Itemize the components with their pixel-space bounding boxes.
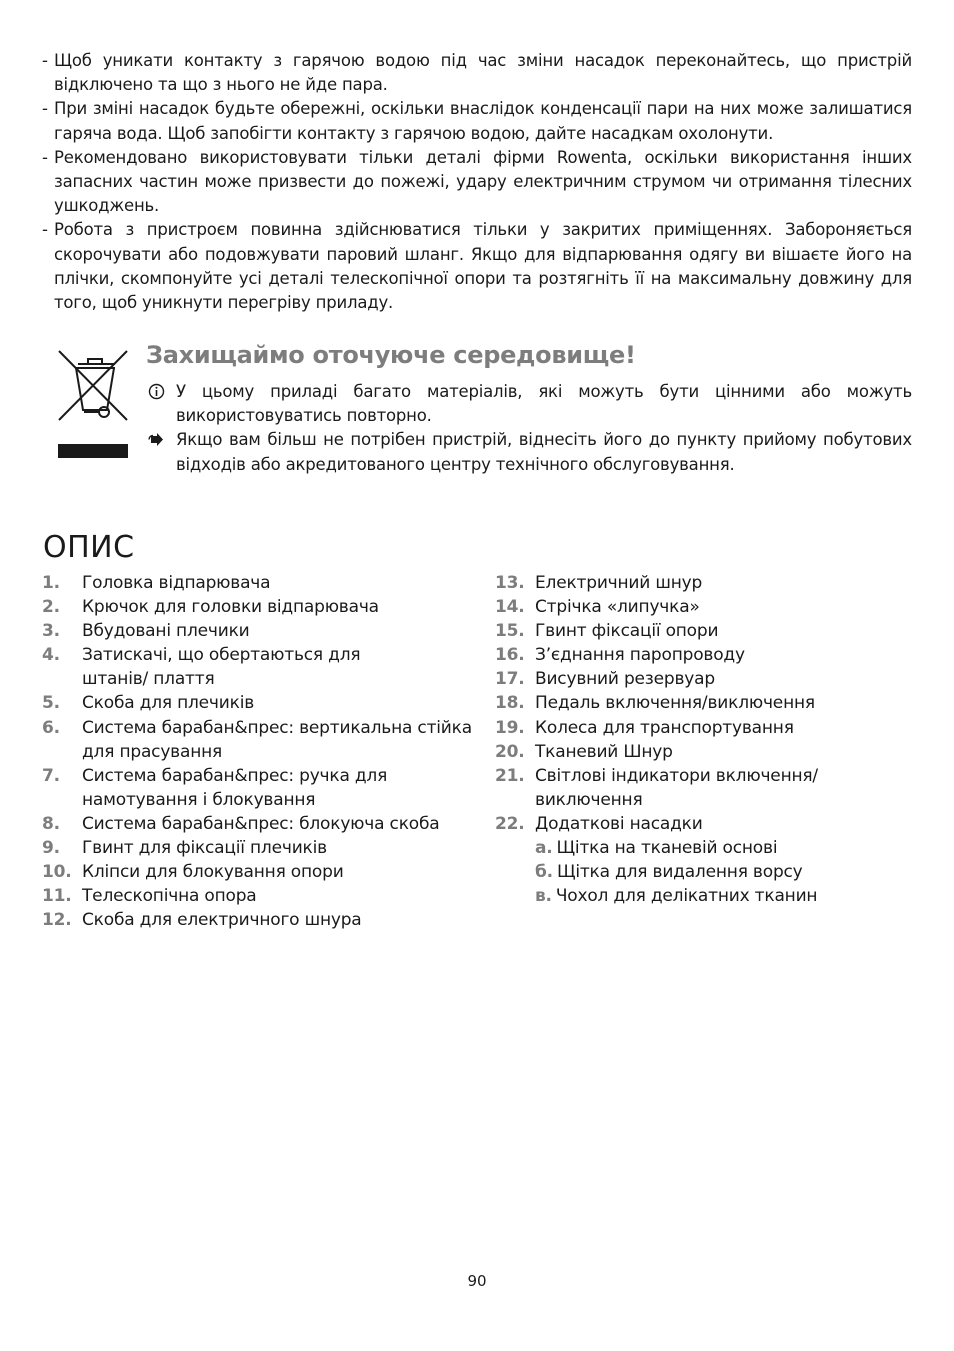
item-text: Світлові індикатори включення/ виключення [535,765,818,810]
item-text: Скоба для плечиків [82,693,255,714]
item-text: Головка відпарювача [82,573,271,593]
environment-text: У цьому приладі багато матеріалів, які можуть бути цінними або можуть використовуватись повторно. [176,382,912,426]
list-item [495,643,915,667]
environment-list [146,380,912,477]
item-text: Телескопічна опора [82,886,257,907]
item-number: 2. [42,597,60,618]
item-text: Гвинт фіксації опори [535,621,719,642]
item-text: Педаль включення/виключення [535,693,815,714]
item-text: Стрічка «липучка» [535,597,700,618]
bullet-dash: - [42,51,48,70]
list-item [42,619,472,643]
safety-text: Щоб уникати контакту з гарячою водою під час зміни насадок переконайтесь, що пристрій відключено та що з нього не йде пара. [54,51,912,95]
list-item [42,836,472,860]
item-number: 7. [42,765,60,786]
item-text: Додаткові насадки [535,813,703,834]
list-item [42,860,472,884]
list-item [495,691,915,715]
item-text: Висувний резервуар [535,669,715,690]
sub-item-text: Щітка для видалення ворсу [556,862,803,883]
item-number: 6. [42,717,60,738]
item-text: Електричний шнур [535,573,703,593]
list-item [495,812,915,836]
item-number: 1. [42,573,60,593]
bullet-dash: - [42,147,48,167]
item-number: 20. [495,741,525,762]
crossed-out-wheelie-bin-icon [56,348,130,460]
sub-item-text: Чохол для делікатних тканин [555,886,818,907]
bullet-dash: - [42,99,48,119]
sub-item-letter: в. [535,886,552,907]
list-item [42,716,472,764]
arrow-right-icon [148,431,165,448]
environment-text: Якщо вам більш не потрібен пристрій, віднесіть його до пункту прийому побутових відходів або акредитованого центру технічного обслуговування. [176,430,912,474]
sub-item [495,836,915,860]
item-number: 21. [495,765,525,786]
safety-item [42,146,912,219]
safety-item [42,49,912,97]
item-text: Затискачі, що обертаються для штанів/ плаття [82,645,361,690]
section-title: ОПИС [43,530,135,565]
item-number: 8. [42,813,60,834]
item-text: Система барабан&прес: вертикальна стійка для прасування [82,717,472,762]
item-text: Колеса для транспортування [535,717,794,738]
item-number: 10. [42,862,72,883]
item-text: Вбудовані плечики [82,621,250,642]
item-text: Система барабан&прес: ручка для намотування і блокування [82,765,388,810]
safety-item [42,218,912,315]
parts-list-right [495,571,915,908]
item-number: 19. [495,717,525,738]
sub-item-letter: а. [535,838,553,859]
item-number: 14. [495,597,525,618]
sub-item-letter: б. [535,862,553,883]
list-item [495,764,865,812]
item-number: 13. [495,573,525,593]
item-text: Кліпси для блокування опори [82,862,344,883]
parts-list-left [42,571,472,932]
item-number: 17. [495,669,525,690]
item-number: 3. [42,621,60,642]
item-number: 11. [42,886,72,907]
item-number: 15. [495,621,525,642]
list-item [42,908,472,932]
item-text: З’єднання паропроводу [535,645,745,666]
item-number: 9. [42,838,60,859]
list-item [42,571,472,595]
item-text: Крючок для головки відпарювача [82,597,379,618]
item-number: 18. [495,693,525,714]
item-text: Система барабан&прес: блокуюча скоба [82,813,440,834]
page-number: 90 [467,1272,487,1290]
list-item [42,764,422,812]
item-text: Тканевий Шнур [535,741,673,762]
list-item [42,643,412,691]
item-number: 16. [495,645,525,666]
environment-item [146,428,912,476]
list-item [495,571,915,595]
environment-title: Захищаймо оточуюче середовище! [146,341,636,369]
list-item [42,595,472,619]
item-number: 22. [495,813,525,834]
list-item [42,691,472,715]
info-icon [148,383,165,400]
safety-list [42,49,912,315]
bullet-dash: - [42,220,48,240]
list-item [495,740,915,764]
sub-item-text: Щітка на тканевій основі [556,838,778,859]
list-item [495,595,915,619]
list-item [42,812,472,836]
item-number: 12. [42,910,72,931]
item-text: Гвинт для фіксації плечиків [82,838,327,859]
list-item [495,619,915,643]
safety-text: Робота з пристроєм повинна здійснюватися тільки у закритих приміщеннях. Забороняється скорочувати або подовжувати паровий шланг. Якщо для відпарювання одягу ви вішаєте його на плічки, скомпонуйте усі деталі телескопічної опори та розтягніть її на максимальну довжину для того, щоб уникнути перегріву приладу. [54,220,912,313]
sub-item [495,884,915,908]
safety-item [42,97,912,145]
list-item [495,667,915,691]
list-item [495,716,915,740]
safety-text: При зміні насадок будьте обережні, оскільки внаслідок конденсації пари на них може залишатися гаряча вода. Щоб запобігти контакту з гарячою водою, дайте насадкам охолонути. [54,99,912,143]
environment-item [146,380,912,428]
sub-item [495,860,915,884]
item-number: 4. [42,645,60,666]
list-item [42,884,472,908]
safety-text: Рекомендовано використовувати тільки деталі фірми Rowenta, оскільки використання інших запасних частин може призвести до пожежі, удару електричним струмом чи отримання тілесних ушкоджень. [54,147,912,216]
item-number: 5. [42,693,60,714]
item-text: Скоба для електричного шнура [82,910,362,931]
